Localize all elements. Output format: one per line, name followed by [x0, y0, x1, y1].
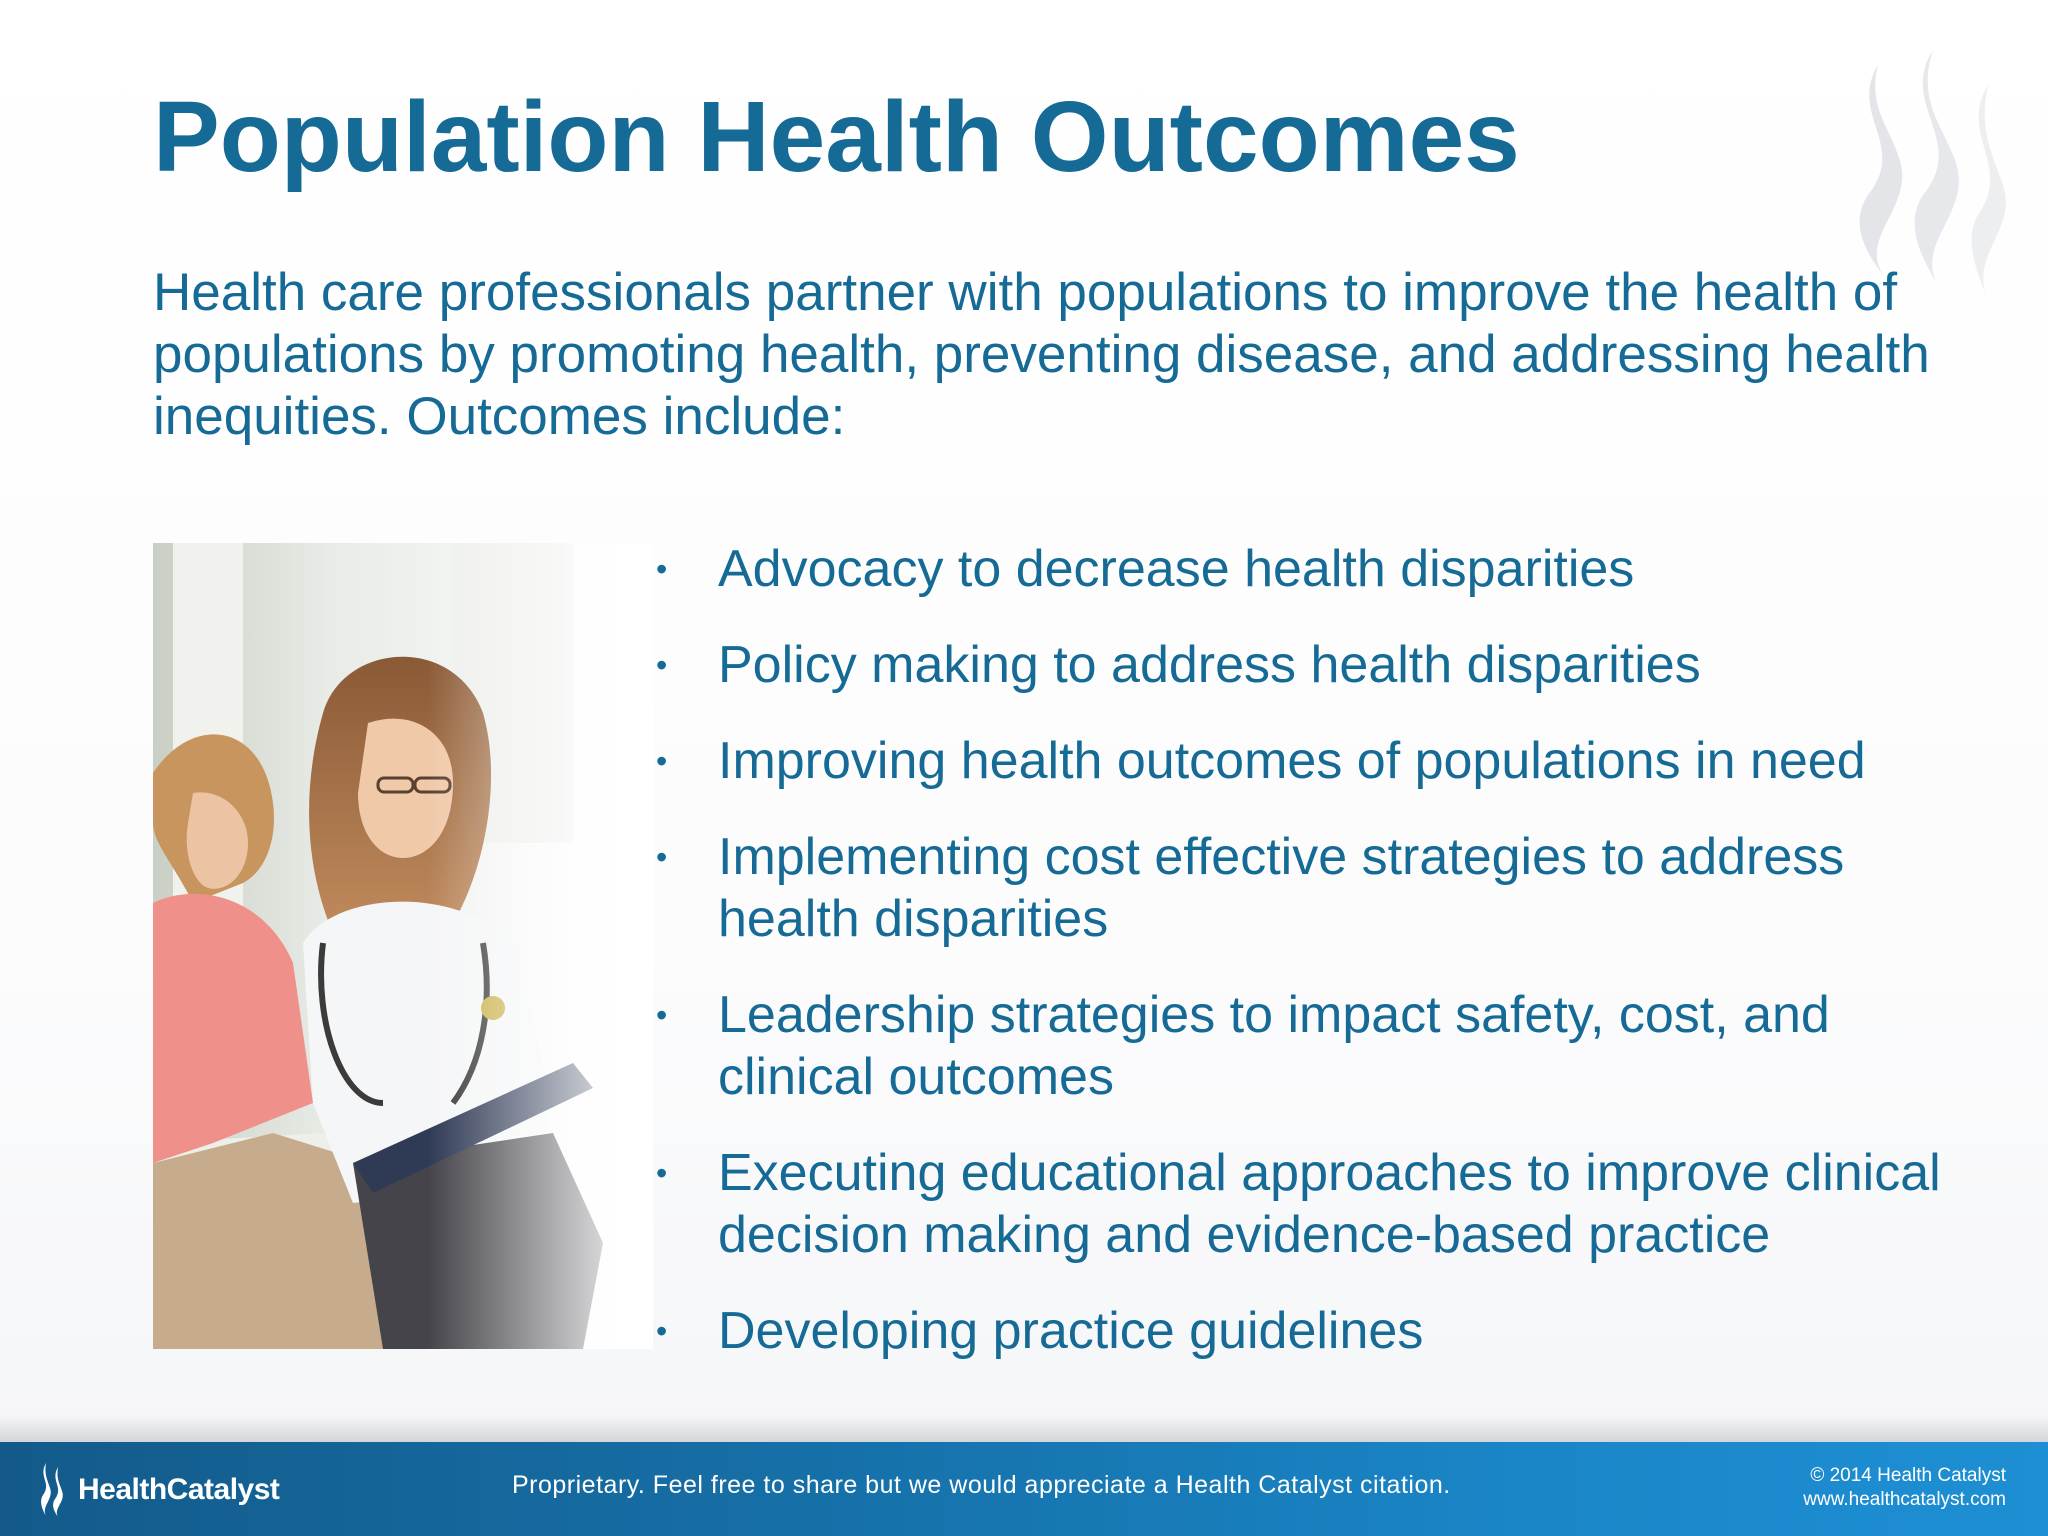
copyright-text: © 2014 Health Catalyst [1810, 1465, 2006, 1486]
list-item-text: Implementing cost effective strategies to address health disparities [718, 828, 1845, 948]
doctor-patient-photo [153, 543, 653, 1349]
bullet-icon: • [656, 551, 668, 587]
list-item-text: Policy making to address health disparities [718, 636, 1701, 694]
outcomes-list [650, 538, 1950, 1396]
bullet-icon: • [656, 1313, 668, 1349]
list-item-text: Executing educational approaches to improve clinical decision making and evidence-based practice [718, 1144, 1941, 1264]
intro-paragraph: Health care professionals partner with populations to improve the health of populations by promoting health, preventing disease, and addressing health inequities. Outcomes include: [153, 263, 1930, 446]
bullet-icon: • [656, 1155, 668, 1191]
bullet-icon: • [656, 997, 668, 1033]
footer-shadow [0, 1415, 2048, 1443]
list-item [650, 1142, 1950, 1266]
health-catalyst-logo [36, 1460, 279, 1520]
list-item-text: Leadership strategies to impact safety, cost, and clinical outcomes [718, 986, 1830, 1106]
list-item-text: Advocacy to decrease health disparities [718, 540, 1635, 598]
list-item [650, 634, 1950, 696]
list-item [650, 826, 1950, 950]
footer-note: Proprietary. Feel free to share but we would appreciate a Health Catalyst citation. [512, 1471, 1451, 1499]
flame-logo-icon [36, 1461, 72, 1519]
footer-bar [0, 1442, 2048, 1536]
bullet-icon: • [656, 647, 668, 683]
slide-title: Population Health Outcomes [153, 81, 1520, 193]
list-item [650, 538, 1950, 600]
bullet-icon: • [656, 839, 668, 875]
logo-text: HealthCatalyst [78, 1473, 280, 1506]
list-item-text: Improving health outcomes of populations in need [718, 732, 1866, 790]
copyright-block [1803, 1464, 2006, 1512]
list-item-text: Developing practice guidelines [718, 1302, 1424, 1360]
list-item [650, 1300, 1950, 1362]
list-item [650, 984, 1950, 1108]
bullet-icon: • [656, 743, 668, 779]
list-item [650, 730, 1950, 792]
website-link[interactable]: www.healthcatalyst.com [1803, 1489, 2006, 1510]
